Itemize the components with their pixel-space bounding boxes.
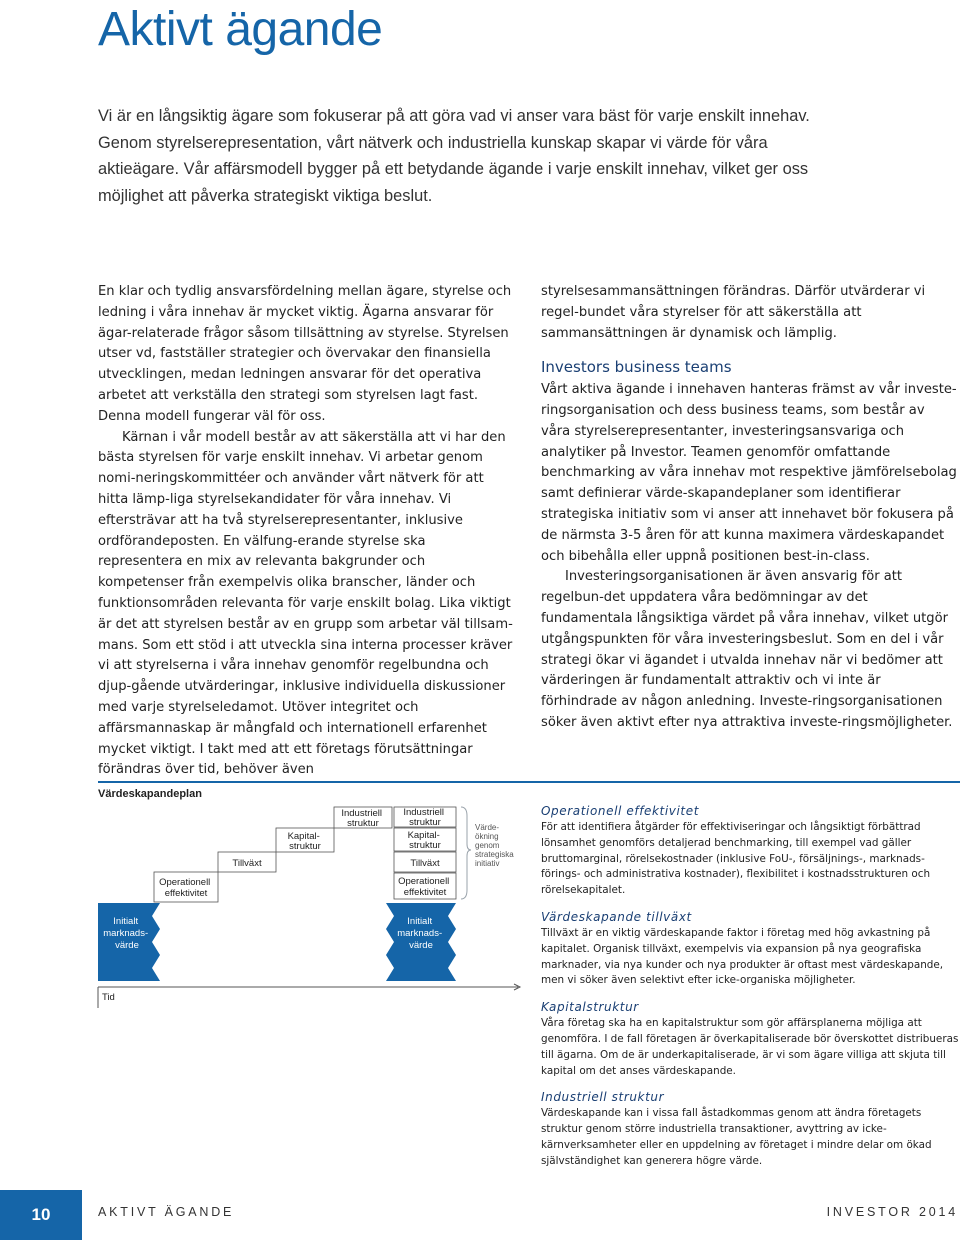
left-column xyxy=(98,282,514,781)
right-paragraph-2: Vårt aktiva ägande i innehaven hanteras främst av vår investe-ringsorganisation och dess business teams, som består av våra styrelserepresentanter, investeringsansvariga och analytiker på Investor. Teamen genomför omfattande benchmarking av våra innehav mot respektive jämförelsebolag samt definierar värde-skapandeplaner som identifierar strategiska initiativ som vi anser att innehavet bör fokusera på de närmsta 3-5 åren för att kunna maximera värdeskapandet och bibehålla eller uppnå positionen best-in-class. xyxy=(541,382,957,564)
definition-text: Våra företag ska ha en kapitalstruktur som gör affärsplanerna möjliga att genomföra. I de fall företagen är överkapitaliserade bör överskottet distribueras till ägarna. Om de är underkapitaliserade, är vi som ägare villiga att skjuta till kapital om det anses värdeskapande. xyxy=(541,1017,959,1077)
footer-section-name: AKTIVT ÄGANDE xyxy=(98,1205,235,1219)
stack-growth-label: Tillväxt xyxy=(410,858,440,869)
definition-heading: Värdeskapande tillväxt xyxy=(541,909,692,924)
left-paragraph-2: Kärnan i vår modell består av att säkerställa att vi har den bästa styrelsen för varje enskilt innehav. Vi arbetar genom nomi-neringskommittéer och använder vårt nätverk för att hitta lämp-liga styrelsekandidater för våra innehav. Vi eftersträvar att ha två styrelserepresentanter, inklusive ordförandeposten. En välfung-erande styrelse ska representera en mix av relevanta bakgrunder och kompetenser från exempelvis olika branscher, länder och funktionsområden relevanta för varje enskilt bolag. Lika viktigt är det att styrelsen består av en grupp som arbetar väl tillsam-mans. Som ett stöd i att utveckla sina interna processer kräver vi att styrelserna i våra innehav genomför regelbundna och djup-gående utvärderingar, inklusive individuella diskussioner med varje styrelseledamot. Utöver integritet och affärsmannaskap är mångfald och internationell erfarenhet mycket viktigt. I takt med att ett företags förutsättningar förändras över tid, behöver även xyxy=(98,429,513,778)
value-increase-label: Värde- ökning genom strategiska initiativ xyxy=(475,823,514,868)
definition-heading: Industriell struktur xyxy=(541,1090,665,1105)
right-initial-value-label: Initialt marknads- värde xyxy=(397,916,443,951)
right-paragraph-3: Investeringsorganisationen är även ansvarig för att regelbun-det uppdatera våra bedömningar av det fundamentala långsiktiga värdet på våra innehav, vilket utgör utgångspunkten för våra investeringsbeslut. Som en del i vår strategi ökar vi ägandet i utvalda innehav när vi bedömer att värderingen är fundamentalt attraktiv och vi inte är förhindrade av någon anledning. Investe-ringsorganisationen söker även aktivt efter nya attraktiva investe-ringsmöjligheter. xyxy=(541,569,953,730)
diagram-title: Värdeskapandeplan xyxy=(98,788,202,800)
left-paragraph-1: En klar och tydlig ansvarsfördelning mellan ägare, styrelse och ledning i våra innehav är mycket viktig. Ägarna ansvarar för ägar-relaterade frågor såsom tillsättning av styrelse. Styrelsen utser vd, fastställer strategier och övervakar den finansiella utvecklingen, medan ledningen ansvarar för det operativa arbetet att verkställa den strategi som styrelsen lagt fast. Denna modell fungerar väl för oss. xyxy=(98,284,512,424)
step-industrial-label: Industriell struktur xyxy=(341,808,383,829)
definition-operational xyxy=(541,804,960,899)
definition-growth xyxy=(541,910,960,989)
definition-text: Värdeskapande kan i vissa fall åstadkommas genom att ändra företagets struktur genom större industriella transaktioner, avyttring av icke-kärnverksamheter eller en uppdelning av företaget i mindre delar om ökad självständighet kan generera högre värde. xyxy=(541,1107,932,1167)
stack-capital-label: Kapital- struktur xyxy=(407,830,441,851)
definition-heading: Operationell effektivitet xyxy=(541,804,700,818)
right-paragraph-1: styrelsesammansättningen förändras. Därför utvärderar vi regel-bundet våra styrelser för att säkerställa att sammansättningen är dynamisk och lämplig. xyxy=(541,284,926,341)
definition-capital xyxy=(541,1000,960,1079)
definition-text: För att identifiera åtgärder för effektiviseringar och långsiktigt förbättrad lönsamhet genomförs detaljerad benchmarking, till exempel vad gäller bruttomarginal, rörelsekostnader (inklusive FoU-, försäljnings-, marknads-förings- och administrativa kostnader), flexibilitet i kostnadsstrukturen och rörelsekapitalet. xyxy=(541,821,931,897)
step-operational-label: Operationell effektivitet xyxy=(159,877,211,899)
footer-publication: INVESTOR 2014 xyxy=(826,1205,958,1219)
stack-industrial-label: Industriell struktur xyxy=(403,807,445,828)
stack-operational-label: Operationell effektivitet xyxy=(398,876,450,898)
definition-text: Tillväxt är en viktig värdeskapande faktor i företag med hög avkastning på kapitalet. Organisk tillväxt, exempelvis via expansion på nya geografiska marknader, via nya kunder och nya produkter är oftast mest värdeskapande, men vi söker även selektivt efter icke-organiska möjligheter. xyxy=(541,926,944,987)
definition-heading: Kapitalstruktur xyxy=(541,1000,639,1015)
value-increase-bracket xyxy=(461,807,471,899)
step-growth-label: Tillväxt xyxy=(232,858,262,869)
business-teams-heading: Investors business teams xyxy=(541,358,732,377)
definitions-list xyxy=(541,804,960,1181)
intro-paragraph: Vi är en långsiktig ägare som fokuserar på att göra vad vi anser vara bäst för varje enskilt innehav. Genom styrelserepresentation, vårt nätverk och industriella kunskap skapar vi värde för våra aktieägare. Vår affärsmodell bygger på ett betydande ägande i varje enskilt innehav, vilket ger oss möjlighet att påverka strategiskt viktiga beslut. xyxy=(98,107,810,205)
section-divider xyxy=(98,781,960,783)
step-capital-label: Kapital- struktur xyxy=(287,831,321,852)
right-column xyxy=(541,282,957,734)
page-title: Aktivt ägande xyxy=(98,3,383,56)
page-number-badge: 10 xyxy=(0,1190,82,1240)
left-initial-value-label: Initialt marknads- värde xyxy=(103,916,149,951)
definition-industrial xyxy=(541,1090,960,1169)
time-axis-label: Tid xyxy=(102,992,115,1003)
value-creation-diagram xyxy=(90,800,530,1015)
